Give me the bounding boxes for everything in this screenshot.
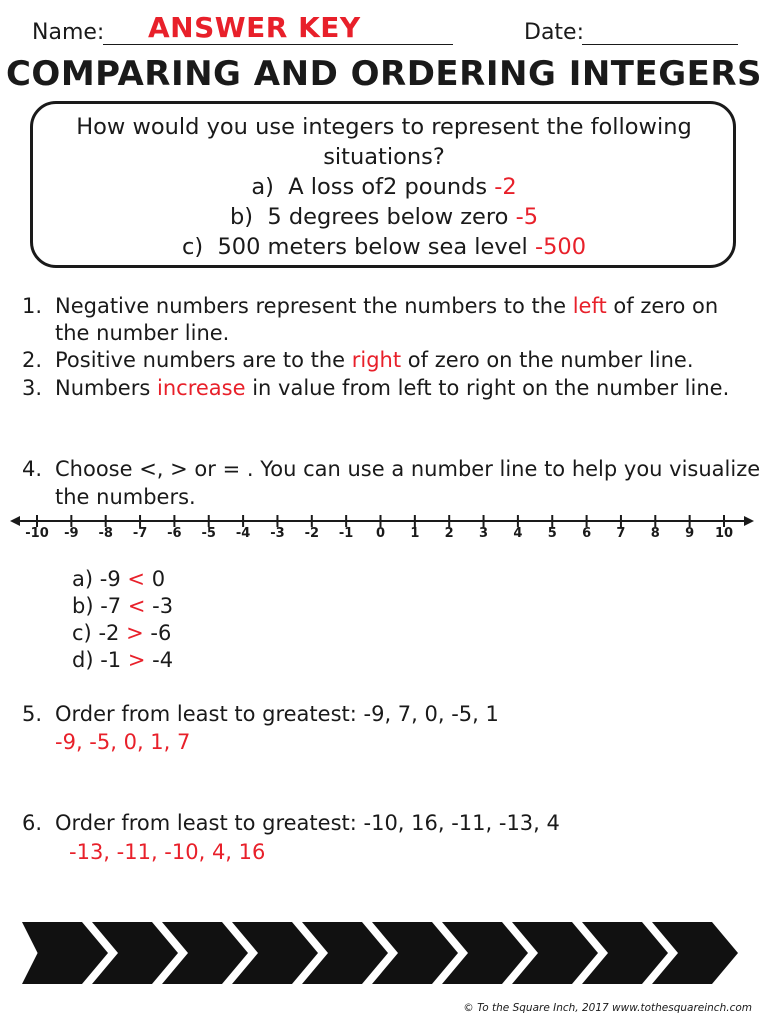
number-line-label: 9 [685,526,695,541]
answer-key-label: ANSWER KEY [148,11,361,44]
box-item-text: 500 meters below sea level [217,234,528,260]
statement-answer: right [351,348,402,372]
number-line-label: -8 [98,526,113,541]
statement-text: of zero on the number line. [407,348,694,372]
comparison-letter: a) [72,567,94,591]
number-line-label: 6 [582,526,592,541]
comparison-d [72,646,173,674]
comparison-b [72,592,173,620]
comparison-left: -7 [100,594,122,618]
q4-line2: the numbers. [55,485,196,509]
date-label: Date: [524,20,584,45]
number-line-label: -2 [304,526,320,541]
box-item-letter: a) [251,174,274,200]
chevron-banner [0,922,768,984]
statement-1-line2: the number line. [55,321,230,345]
q6-answer: -13, -11, -10, 4, 16 [69,840,266,864]
comparison-left: -2 [98,621,120,645]
box-item-b [0,202,768,232]
box-item-text: 5 degrees below zero [267,204,509,230]
footer-copyright: © To the Square Inch, 2017 www.tothesquareinch.com [463,1002,752,1014]
statement-text: Positive numbers are to the [55,348,346,372]
number-line-label: 8 [650,526,660,541]
comparison-symbol: > [127,648,146,672]
name-underline [103,44,453,45]
comparison-symbol: < [127,567,145,591]
comparison-symbol: < [127,594,146,618]
statement-3 [55,374,729,402]
box-item-letter: b) [229,204,254,230]
number-line-label: -1 [338,526,354,541]
question-number: 6. [22,811,43,835]
q5-answer: -9, -5, 0, 1, 7 [55,730,191,754]
comparison-letter: b) [72,594,94,618]
statement-text: Negative numbers represent the numbers to the [55,294,567,318]
comparison-left: -9 [99,567,121,591]
comparison-a [72,565,165,593]
comparison-right: -3 [152,594,174,618]
number-line-label: 3 [479,526,489,541]
number-line-label: 5 [547,526,557,541]
statement-text: in value from left to right on the number line. [252,376,730,400]
number-line-label: -5 [201,526,216,541]
number-line-label: -6 [167,526,182,541]
box-item-answer: -5 [515,204,539,230]
comparison-right: -6 [150,621,172,645]
comparison-right: 0 [151,567,166,591]
number-line-label: -10 [25,526,49,541]
date-underline [582,44,738,45]
box-question-line2: situations? [323,144,445,170]
box-question-line1: How would you use integers to represent the following [76,114,692,140]
box-item-c [0,232,768,262]
box-item-letter: c) [181,234,204,260]
name-label: Name: [32,20,105,45]
chevron-shape [22,922,108,984]
right-arrow-icon [744,516,754,526]
statement-text: Numbers [55,376,151,400]
statement-1 [55,292,718,320]
number-line-label: -9 [64,526,79,541]
worksheet-title: COMPARING AND ORDERING INTEGERS [5,54,763,94]
question-number: 4. [22,457,43,481]
left-arrow-icon [10,516,20,526]
number-line-label: 2 [444,526,454,541]
box-item-answer: -2 [494,174,517,200]
box-item-a [0,172,768,202]
number-line-label: 7 [616,526,626,541]
q4-line1: Choose <, > or = . You can use a number line to help you visualize [55,457,761,481]
statement-text: of zero on [613,294,719,318]
number-line-label: -4 [235,526,251,541]
q6-prompt: Order from least to greatest: -10, 16, -11, -13, 4 [55,811,560,835]
comparison-right: -4 [152,648,174,672]
number-line-label: 10 [714,526,734,541]
box-item-text: A loss of2 pounds [288,174,488,200]
question-number: 5. [22,702,43,726]
statement-number: 1. [22,294,43,318]
comparison-letter: d) [72,648,94,672]
number-line-label: -3 [270,526,285,541]
comparison-c [72,619,171,647]
statement-answer: left [572,294,607,318]
number-line-label: 4 [513,526,523,541]
number-line-label: -7 [132,526,148,541]
statement-2 [55,346,694,374]
q5-prompt: Order from least to greatest: -9, 7, 0, -5, 1 [55,702,499,726]
comparison-symbol: > [126,621,144,645]
comparison-letter: c) [72,621,92,645]
statement-number: 3. [22,376,43,400]
number-line-label: 0 [375,526,386,541]
box-item-answer: -500 [534,234,587,260]
number-line-label: 1 [410,526,420,541]
comparison-left: -1 [100,648,122,672]
statement-answer: increase [157,376,246,400]
statement-number: 2. [22,348,43,372]
